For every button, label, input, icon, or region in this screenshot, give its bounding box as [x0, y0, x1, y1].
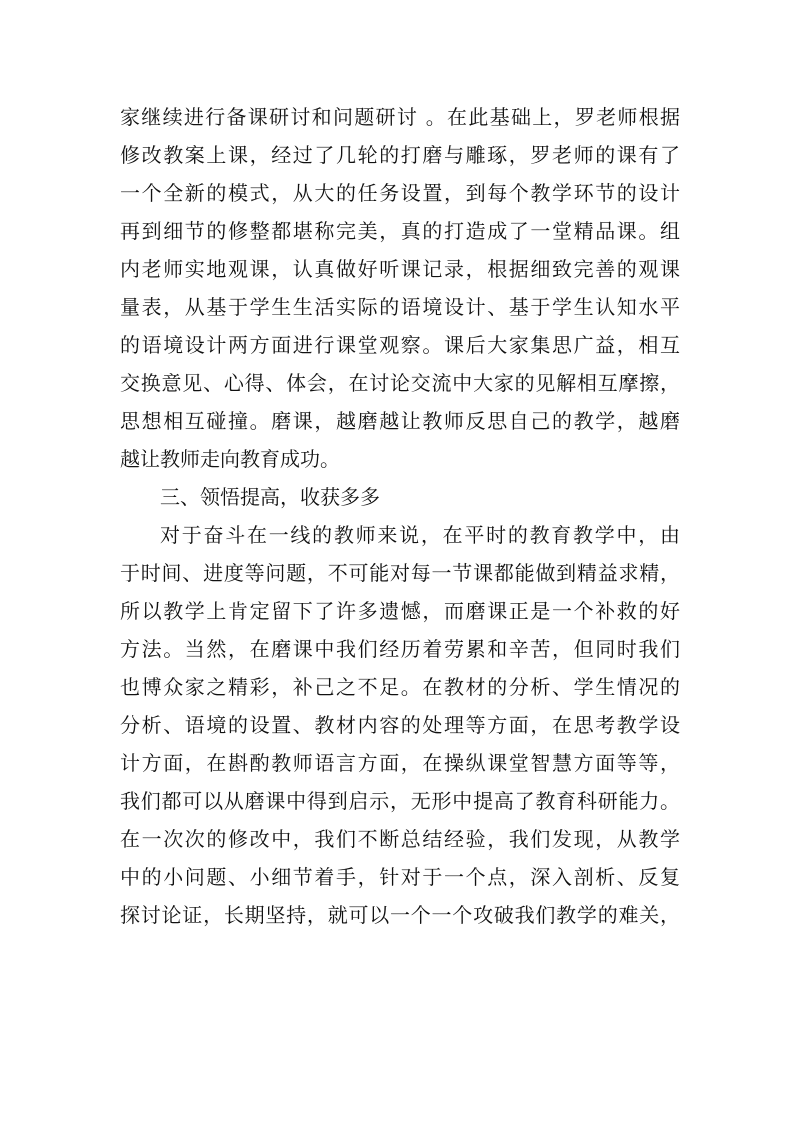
text-line: 越让教师走向教育成功。	[120, 447, 340, 471]
text-line: 在一次次的修改中，我们不断总结经验，我们发现，从教学	[120, 827, 680, 851]
text-line: 量表，从基于学生生活实际的语境设计、基于学生认知水平	[120, 295, 680, 319]
text-line: 一个全新的模式，从大的任务设置，到每个教学环节的设计	[120, 181, 680, 205]
text-line: 分析、语境的设置、教材内容的处理等方面，在思考教学设	[120, 713, 680, 737]
text-line: 所以教学上肯定留下了许多遗憾，而磨课正是一个补救的好	[120, 599, 680, 623]
text-line: 再到细节的修整都堪称完美，真的打造成了一堂精品课。组	[120, 219, 680, 243]
paragraph-2	[120, 516, 680, 934]
section-heading: 三、领悟提高，收获多多	[160, 485, 380, 509]
text-line: 交换意见、心得、体会，在讨论交流中大家的见解相互摩擦，	[120, 371, 680, 395]
text-line: 也博众家之精彩，补己之不足。在教材的分析、学生情况的	[120, 675, 680, 699]
text-line: 方法。当然，在磨课中我们经历着劳累和辛苦，但同时我们	[120, 637, 680, 661]
text-line: 我们都可以从磨课中得到启示，无形中提高了教育科研能力。	[120, 789, 680, 813]
body-text	[120, 98, 680, 934]
text-line: 修改教案上课，经过了几轮的打磨与雕琢，罗老师的课有了	[120, 143, 680, 167]
text-line: 对于奋斗在一线的教师来说，在平时的教育教学中，由	[160, 523, 680, 547]
text-line: 的语境设计两方面进行课堂观察。课后大家集思广益，相互	[120, 333, 680, 357]
text-line: 家继续进行备课研讨和问题研讨 。在此基础上，罗老师根据	[120, 105, 680, 129]
paragraph-1	[120, 98, 680, 478]
text-line: 中的小问题、小细节着手，针对于一个点，深入剖析、反复	[120, 865, 680, 889]
text-line: 探讨论证，长期坚持，就可以一个一个攻破我们教学的难关，	[120, 903, 680, 927]
text-line: 于时间、进度等问题，不可能对每一节课都能做到精益求精，	[120, 561, 680, 585]
text-line: 计方面，在斟酌教师语言方面，在操纵课堂智慧方面等等，	[120, 751, 680, 775]
text-line: 内老师实地观课，认真做好听课记录，根据细致完善的观课	[120, 257, 680, 281]
text-line: 思想相互碰撞。磨课，越磨越让教师反思自己的教学，越磨	[120, 409, 680, 433]
